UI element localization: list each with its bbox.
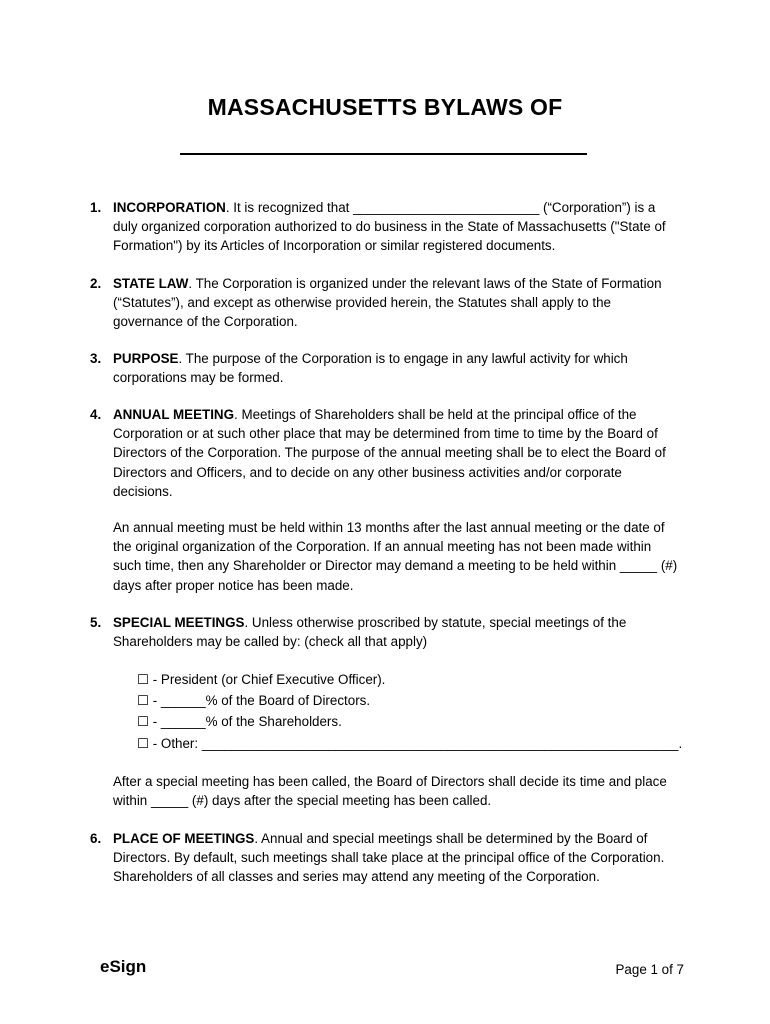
section-number: 3. xyxy=(90,351,102,366)
section-number: 1. xyxy=(90,200,102,215)
section-number: 6. xyxy=(90,831,102,846)
annual-meeting-paragraph: An annual meeting must be held within 13 months after the last annual meeting or the date of the original organization of the Corporation. If an annual meeting has not been made within such time, then any Shareholder or Director may demand a meeting to be held within _____ (#) days after proper notice has been made. xyxy=(113,520,678,593)
section-number: 4. xyxy=(90,407,102,422)
section-number: 2. xyxy=(90,276,102,291)
section-body: . Annual and special meetings shall be determined by the Board of Directors. By default, such meetings shall take place at the principal office of the Corporation. Shareholders of all classes and series may attend any meeting of the Corporation. xyxy=(113,831,665,885)
section-heading: PURPOSE xyxy=(113,351,179,366)
section-body: . The Corporation is organized under the relevant laws of the State of Formation (“Statutes”), and except as otherwise provided herein, the Statutes shall apply to the governance of the Corporation. xyxy=(113,276,662,330)
section-heading: SPECIAL MEETINGS xyxy=(113,615,245,630)
section-number: 5. xyxy=(90,615,102,630)
section-heading: PLACE OF MEETINGS xyxy=(113,831,255,846)
section-text xyxy=(113,198,683,256)
checkbox-option-board[interactable]: ☐ - ______% of the Board of Directors. xyxy=(137,693,371,708)
esign-logo: eSign xyxy=(100,957,147,976)
section-heading: STATE LAW xyxy=(113,276,189,291)
section-text xyxy=(113,349,683,387)
special-meeting-paragraph: After a special meeting has been called, the Board of Directors shall decide its time and place within _____ (#) days after the special meeting has been called. xyxy=(113,774,667,809)
checkbox-option-shareholders[interactable]: ☐ - ______% of the Shareholders. xyxy=(137,714,342,729)
section-body: . The purpose of the Corporation is to engage in any lawful activity for which corporations may be formed. xyxy=(113,351,628,386)
page-number: Page 1 of 7 xyxy=(615,962,684,977)
section-body: . It is recognized that _________________________ (“Corporation”) is a duly organized corporation authorized to do business in the State of Massachusetts ("State of Formation") by its Articles of Incorporation or similar registered documents. xyxy=(113,200,666,254)
section-text xyxy=(113,405,683,501)
checkbox-option-president[interactable]: ☐ - President (or Chief Executive Officer). xyxy=(137,672,386,687)
section-heading: INCORPORATION xyxy=(113,200,226,215)
document-title: MASSACHUSETTS BYLAWS OF xyxy=(207,94,563,120)
section-text xyxy=(113,613,683,651)
section-heading: ANNUAL MEETING xyxy=(113,407,235,422)
section-text xyxy=(113,274,683,332)
title-blank-line xyxy=(180,140,587,155)
checkbox-option-other[interactable]: ☐ - Other: ________________________________________________________________. xyxy=(137,736,683,751)
section-text xyxy=(113,829,683,887)
section-body: . Meetings of Shareholders shall be held at the principal office of the Corporation or at such other place that may be determined from time to time by the Board of Directors of the Corporation. The purpose of the annual meeting shall be to elect the Board of Directors and Officers, and to decide on any other business activities and/or corporate decisions. xyxy=(113,407,666,499)
section-body: . Unless otherwise proscribed by statute, special meetings of the Shareholders may be called by: (check all that apply) xyxy=(113,615,627,650)
